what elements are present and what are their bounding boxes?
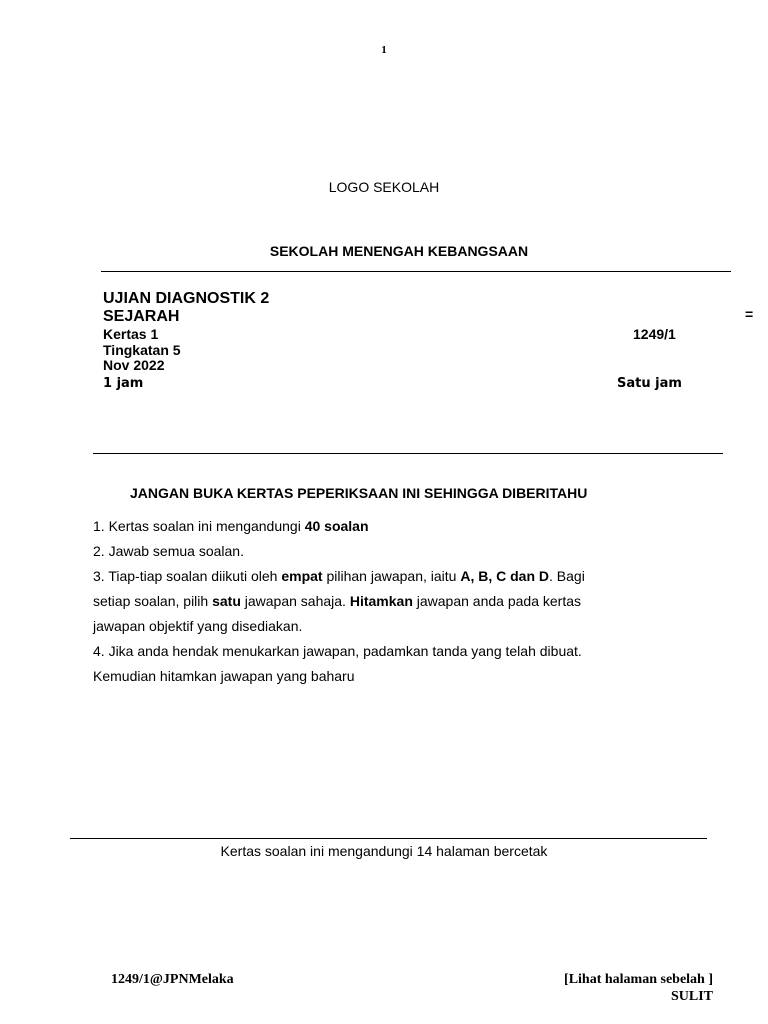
instruction-4-line-2: Kemudian hitamkan jawapan yang baharu <box>93 668 355 684</box>
instruction-4: 4. Jika anda hendak menukarkan jawapan, padamkan tanda yang telah dibuat. <box>93 643 582 659</box>
exam-paper: Kertas 1 <box>103 326 159 342</box>
warning-heading: JANGAN BUKA KERTAS PEPERIKSAAN INI SEHINGGA DIBERITAHU <box>130 485 588 501</box>
top-divider <box>101 271 731 272</box>
exam-subject: SEJARAH <box>103 308 180 325</box>
exam-duration-words: Satu jam <box>617 376 682 391</box>
footer-code: 1249/1@JPNMelaka <box>111 972 234 987</box>
instruction-3-line-2: setiap soalan, pilih satu jawapan sahaja. Hitamkan jawapan anda pada kertas <box>93 593 581 609</box>
bottom-divider <box>70 838 707 839</box>
exam-code: 1249/1 <box>633 326 676 342</box>
instruction-1: 1. Kertas soalan ini mengandungi 40 soalan <box>93 518 369 534</box>
side-mark: = <box>745 306 754 322</box>
page-number: 1 <box>381 44 387 56</box>
instruction-3: 3. Tiap-tiap soalan diikuti oleh empat pilihan jawapan, iaitu A, B, C dan D. Bagi <box>93 568 585 584</box>
instruction-2: 2. Jawab semua soalan. <box>93 543 244 559</box>
exam-title: UJIAN DIAGNOSTIK 2 <box>103 290 270 307</box>
school-name: SEKOLAH MENENGAH KEBANGSAAN <box>269 243 529 259</box>
exam-duration: 1 jam <box>103 376 144 391</box>
school-logo-placeholder: LOGO SEKOLAH <box>328 179 440 195</box>
exam-form: Tingkatan 5 <box>103 342 181 358</box>
page-count-note: Kertas soalan ini mengandungi 14 halaman bercetak <box>220 843 548 859</box>
footer-classification: SULIT <box>670 989 713 1004</box>
exam-date: Nov 2022 <box>103 357 165 373</box>
footer-next-page: [Lihat halaman sebelah ] <box>564 972 713 987</box>
middle-divider <box>93 453 723 454</box>
instruction-3-line-3: jawapan objektif yang disediakan. <box>93 618 303 634</box>
